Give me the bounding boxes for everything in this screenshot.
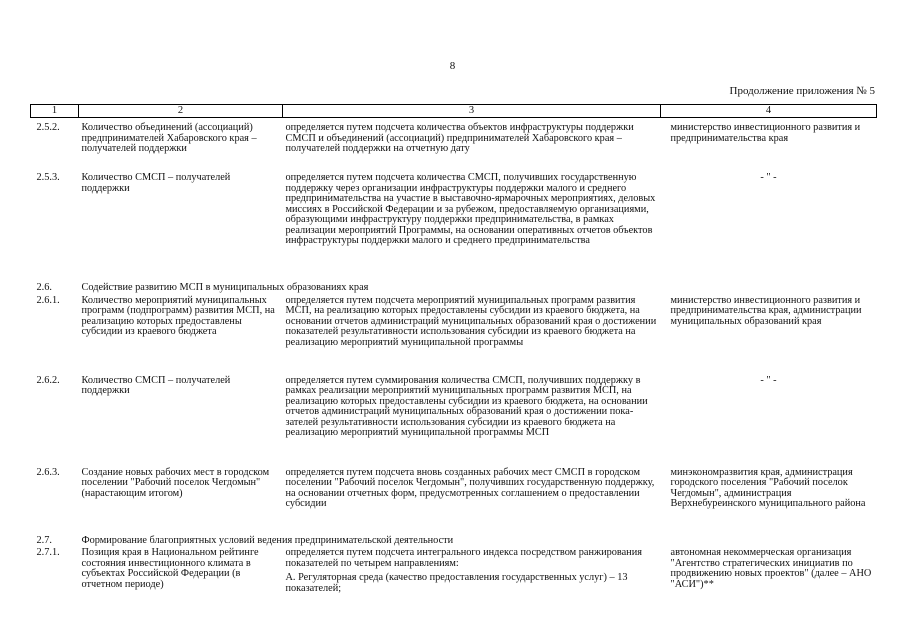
method-cell: определяется путем подсчета вновь созданных рабочих мест СМСП в городском поселении "Рабочий поселок Чегдомын", получивших государственную поддержку, на основании отчетных форм, предусмотренных соглашением о предоставлении субсидии (285, 466, 655, 509)
indicator-cell: Количество СМСП – получателей поддержки (81, 374, 231, 396)
row-number: 2.6.1. (36, 294, 60, 306)
continuation-label: Продолжение приложения № 5 (729, 85, 875, 97)
table-row (31, 548, 877, 594)
row-number: 2.6.2. (36, 374, 60, 386)
header-row (31, 105, 877, 118)
row-number: 2.6.3. (36, 466, 60, 478)
indicator-cell: Количество объединений (ассоциаций) предпринимателей Хабаровского края – получателей поддержки (81, 122, 257, 154)
responsible-cell: минэкономразвития края, администрация городского поселения "Рабочий поселок Чегдомын", администрация Верхнебуреинского муниципального района (670, 466, 866, 509)
header-cell-3: 3 (283, 105, 661, 118)
section-title: Содействие развитию МСП в муниципальных образованиях края (81, 282, 369, 293)
row-number: 2.5.3. (36, 172, 60, 183)
indicator-cell: Количество мероприятий муниципальных программ (подпрограмм) развития МСП, на реализацию которых предоставлены субсидии из краевого бюджета (81, 294, 275, 337)
responsible-cell: - " - (760, 374, 777, 386)
method-cell: определяется путем подсчета количества объектов инфраструктуры поддержки СМСП и объединений (ассоциаций) предпринимателей Хабаровского края – получателей поддержки на отчетную дату (285, 122, 634, 154)
section-row (31, 281, 877, 296)
method-text: определяется путем подсчета интегрального индекса посредством ранжирования показателей по четырем направлениям: (285, 547, 642, 569)
section-title: Формирование благоприятных условий ведения предпринимательской деятельности (81, 534, 454, 546)
header-cell-2: 2 (79, 105, 283, 118)
table-row (31, 173, 877, 281)
method-cell (283, 548, 661, 594)
method-subitem: А. Регуляторная среда (качество предоставления государственных услуг) – 13 показателей; (285, 572, 628, 594)
responsible-cell: автономная некоммерческая организация "Агентство стратегических инициатив по продвижению новых проектов" (далее – АНО "АСИ")** (670, 547, 872, 590)
section-number: 2.7. (36, 534, 52, 546)
method-cell: определяется путем суммирования количества СМСП, получивших поддержку в рамках реализации мероприятий муниципальных программ развития МСП, на реализацию которых предоставлены субсидии из краевого бюджета, на основании отчетов администраций муниципальных образований края о достижении показателей результативности использования субсидии из краевого бюджета на реализацию мероприятий муниципальной программы МСП (285, 374, 648, 438)
row-number: 2.5.2. (36, 122, 60, 133)
responsible-cell: - " - (760, 172, 777, 183)
indicator-cell: Позиция края в Национальном рейтинге состояния инвестиционного климата в субъектах Российской Федерации (в отчетном периоде) (81, 547, 259, 590)
section-number: 2.6. (36, 282, 52, 293)
responsible-cell: министерство инвестиционного развития и предпринимательства края (670, 122, 861, 144)
responsible-cell: министерство инвестиционного развития и предпринимательства края, администрации муниципальных образований края (670, 294, 862, 327)
table-row (31, 296, 877, 376)
table-row (31, 376, 877, 468)
indicator-cell: Количество СМСП – получателей поддержки (81, 172, 231, 194)
page-number: 8 (449, 60, 456, 72)
row-number: 2.7.1. (36, 547, 60, 558)
header-cell-4: 4 (661, 105, 877, 118)
table-row (31, 123, 877, 173)
method-cell: определяется путем подсчета мероприятий муниципальных программ развития МСП, на реализацию которых предоставлены субсидии из краевого бюджета, на основании отчетов администраций муниципальных образований края о достижении показателей результативности использования субсидии из краевого бюджета на реализацию мероприятий муниципальной программы (285, 294, 657, 348)
section-row (31, 534, 877, 549)
table-row (31, 468, 877, 534)
indicators-table (30, 104, 877, 594)
indicator-cell: Создание новых рабочих мест в городском поселении "Рабочий поселок Чегдомын" (нарастающим итогом) (81, 466, 270, 499)
header-cell-1: 1 (31, 105, 79, 118)
method-cell: определяется путем подсчета количества СМСП, получивших государственную поддержку через организации инфраструктуры поддержки малого и среднего предпринимательства на участие в выставочно-ярмарочных мероприятиях, деловых миссиях в Российской Федерации и за рубежом, предоставляемую организациями, образующими инфраструктуру поддержки предпринимательства, в рамках реализации мероприятий Программы, на основании оперативных отчетов объектов инфраструктуры поддержки малого и среднего предпринимательства (285, 172, 656, 246)
